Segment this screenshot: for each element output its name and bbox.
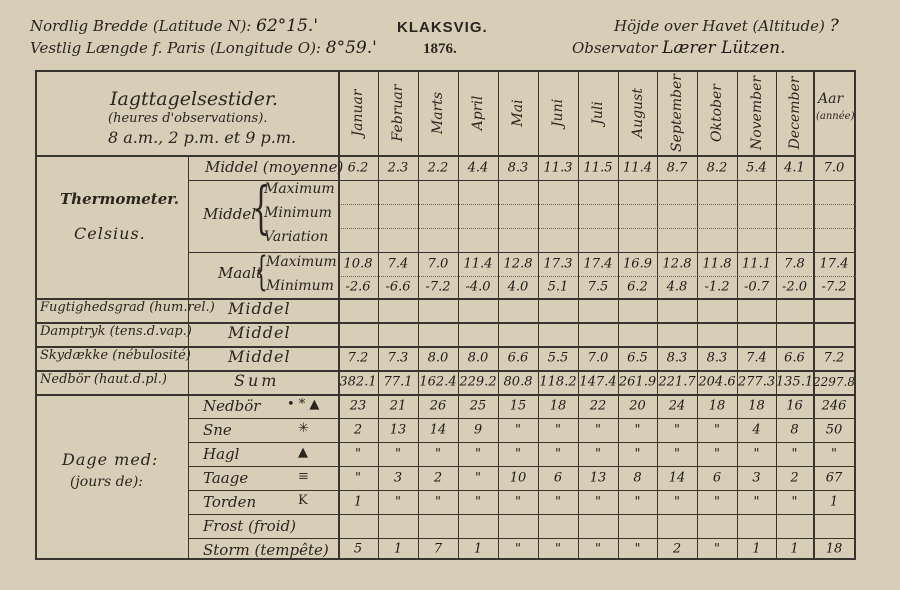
table-cell: "	[595, 541, 601, 557]
table-cell: 2	[433, 470, 443, 486]
table-cell: 8.0	[467, 350, 489, 366]
table-cell: 7.2	[823, 350, 845, 366]
dage-label: Hagl	[203, 445, 240, 463]
table-cell: 1	[829, 494, 839, 510]
table-cell: -6.6	[385, 279, 411, 295]
table-cell: 277.3	[737, 374, 776, 390]
table-cell: 8.7	[666, 160, 688, 175]
table-cell: "	[674, 494, 680, 510]
grid-hline	[188, 466, 856, 467]
longitude-value: 8°59.'	[325, 38, 377, 58]
longitude-label: Vestlig Længde f. Paris (Longitude O):	[30, 39, 321, 57]
table-cell: 2297.8	[813, 375, 855, 389]
grid-vline	[498, 70, 499, 560]
dage-label: Torden	[203, 493, 257, 511]
middel-variation-label: Variation	[264, 229, 329, 245]
grid-hline	[35, 394, 856, 396]
table-cell: 24	[668, 398, 686, 414]
table-cell: -1.2	[704, 279, 730, 295]
celsius-label: Celsius.	[74, 224, 146, 243]
table-cell: 147.4	[579, 374, 617, 390]
table-cell: 23	[349, 398, 367, 414]
grid-vline	[538, 70, 539, 560]
table-cell: 18	[825, 541, 843, 557]
skydaekke-label: Skydække (nébulosité)	[40, 348, 191, 363]
table-cell: 8.2	[706, 160, 728, 175]
middel-brace: {	[252, 176, 270, 241]
table-cell: "	[595, 446, 601, 462]
latitude-line	[30, 16, 318, 36]
table-cell: 2.3	[387, 160, 409, 175]
table-cell: "	[714, 446, 720, 462]
grid-hline	[338, 204, 856, 205]
table-cell: 7.0	[823, 160, 845, 175]
table-cell: 67	[825, 470, 843, 486]
table-cell: 2	[790, 470, 799, 486]
fugtighed-label: Fugtighedsgrad (hum.rel.)	[40, 300, 215, 315]
table-cell: 25	[469, 398, 487, 414]
year-col-label: Aar	[818, 91, 844, 107]
skydaekke-middel: Middel	[228, 347, 291, 366]
table-cell: 162.4	[419, 374, 457, 390]
table-cell: 8.3	[706, 350, 728, 366]
table-cell: 77.1	[383, 374, 413, 390]
table-cell: "	[714, 422, 720, 438]
month-header-juli: Juli	[590, 101, 606, 125]
table-cell: "	[515, 446, 521, 462]
dage-label: Storm (tempête)	[203, 541, 329, 559]
table-cell: 10.8	[343, 256, 373, 272]
grid-hline	[35, 155, 856, 157]
table-cell: "	[595, 494, 601, 510]
table-cell: 10	[509, 470, 527, 486]
table-cell: 18	[549, 398, 567, 414]
table-cell: "	[634, 494, 641, 510]
table-cell: 229.2	[459, 374, 497, 390]
table-cell: "	[791, 446, 798, 462]
table-cell: 6.2	[627, 279, 648, 295]
table-cell: 11.5	[583, 160, 613, 175]
grid-hline	[188, 252, 856, 253]
table-cell: 14	[668, 470, 686, 486]
table-cell: 11.4	[623, 160, 652, 175]
table-cell: "	[595, 422, 601, 438]
table-cell: 4.1	[784, 160, 805, 175]
table-cell: 13	[589, 470, 607, 486]
table-cell: 17.4	[819, 256, 849, 272]
table-cell: 6.2	[347, 160, 369, 175]
table-cell: 11.8	[702, 256, 732, 272]
jours-de-label: (jours de):	[70, 474, 144, 490]
grid-vline	[458, 70, 459, 560]
table-cell: "	[753, 446, 760, 462]
table-cell: "	[634, 446, 641, 462]
grid-hline	[188, 538, 856, 539]
table-cell: "	[555, 446, 561, 462]
table-cell: 3	[752, 470, 761, 486]
grid-hline	[338, 276, 856, 277]
table-cell: "	[831, 446, 837, 462]
table-cell: "	[355, 446, 361, 462]
table-cell: 7.0	[587, 350, 609, 366]
table-cell: 4.8	[666, 279, 688, 295]
table-cell: 15	[509, 398, 527, 414]
grid-vline	[618, 70, 619, 560]
table-cell: 1	[353, 494, 363, 510]
grid-vline	[338, 70, 340, 560]
table-cell: "	[475, 470, 481, 486]
year: 1876.	[423, 41, 457, 57]
table-cell: "	[515, 494, 521, 510]
maalt-maximum-label: Maximum	[266, 254, 337, 270]
damptryk-label: Damptryk (tens.d.vap.)	[40, 324, 192, 339]
latitude-label: Nordlig Bredde (Latitude N):	[30, 17, 252, 35]
maalt-brace: {	[255, 249, 268, 295]
table-cell: 8.3	[507, 160, 529, 175]
longitude-line	[30, 38, 377, 58]
table-cell: "	[475, 446, 481, 462]
table-cell: 118.2	[539, 374, 577, 390]
table-cell: "	[515, 422, 521, 438]
month-header-august: August	[629, 88, 646, 138]
middel-maximum-label: Maximum	[264, 181, 335, 197]
table-cell: 2.2	[427, 160, 449, 175]
grid-vline	[657, 70, 658, 560]
grid-vline	[737, 70, 738, 560]
table-cell: 6	[712, 470, 722, 486]
table-cell: 5.1	[547, 279, 569, 295]
table-cell: 50	[825, 422, 843, 438]
month-header-april: April	[470, 95, 486, 131]
grid-vline	[813, 70, 815, 560]
table-cell: 11.3	[543, 160, 573, 175]
grid-hline	[188, 418, 856, 419]
maalt-label: Maalt	[218, 264, 263, 282]
table-cell: 261.9	[618, 374, 657, 390]
table-cell: 11.1	[742, 256, 771, 272]
table-cell: 13	[389, 422, 407, 438]
table-cell: 135.1	[775, 374, 814, 390]
table-cell: "	[674, 446, 680, 462]
middel-minimum-label: Minimum	[264, 205, 332, 221]
middel-moyenne-label: Middel (moyenne)	[205, 158, 344, 176]
grid-vline	[776, 70, 777, 560]
grid-hline	[188, 442, 856, 443]
table-cell: 3	[393, 470, 403, 486]
table-cell: "	[634, 541, 641, 557]
table-cell: 14	[429, 422, 447, 438]
table-cell: 4.0	[507, 279, 529, 295]
year-col-sublabel: (année)	[816, 111, 855, 122]
dage-label: Nedbör	[203, 397, 261, 415]
table-cell: 221.7	[658, 374, 696, 390]
month-header-oktober: Oktober	[709, 84, 725, 142]
table-cell: 246	[821, 398, 847, 414]
nedbor-sum: Sum	[234, 371, 280, 390]
damptryk-middel: Middel	[228, 323, 291, 342]
grid-vline	[578, 70, 579, 560]
table-cell: 7.5	[587, 279, 609, 295]
observer-line	[572, 38, 786, 58]
table-cell: 8.3	[666, 350, 688, 366]
table-cell: 5.4	[746, 160, 767, 175]
grid-hline	[188, 514, 856, 515]
table-cell: 20	[629, 398, 646, 414]
table-cell: 8	[790, 422, 799, 438]
table-cell: -2.0	[781, 279, 808, 295]
table-cell: 4	[752, 422, 761, 438]
table-cell: -7.2	[425, 279, 451, 295]
table-cell: 4.4	[467, 160, 489, 175]
table-cell: 17.3	[543, 256, 573, 272]
table-cell: 12.8	[662, 256, 692, 272]
table-cell: "	[475, 494, 481, 510]
weather-symbol-icon: ≡	[298, 469, 309, 484]
table-cell: 6	[553, 470, 563, 486]
table-cell: 382.1	[339, 374, 377, 390]
month-header-marts: Marts	[430, 91, 446, 135]
table-cell: "	[395, 494, 401, 510]
table-cell: 80.8	[503, 374, 533, 390]
nedbor-label: Nedbör (haut.d.pl.)	[40, 372, 167, 387]
table-cell: "	[435, 446, 441, 462]
table-cell: 22	[589, 398, 607, 414]
table-cell: "	[753, 494, 760, 510]
fugtighed-middel: Middel	[228, 299, 291, 318]
station-name: KLAKSVIG.	[397, 19, 488, 36]
weather-symbol-icon: • * ▲	[287, 397, 320, 412]
table-cell: 7.4	[746, 350, 767, 366]
table-cell: 6.6	[784, 350, 805, 366]
month-header-september: September	[669, 74, 685, 152]
table-cell: 9	[473, 422, 483, 438]
table-cell: 16	[786, 398, 803, 414]
month-header-januar: Januar	[350, 89, 366, 137]
table-cell: -7.2	[821, 279, 847, 295]
month-header-november: November	[748, 75, 765, 151]
table-cell: "	[555, 494, 561, 510]
altitude-label: Höjde over Havet (Altitude)	[614, 17, 825, 35]
table-cell: 5.5	[547, 350, 569, 366]
month-header-mai: Mai	[510, 99, 526, 127]
dage-label: Frost (froid)	[203, 517, 296, 535]
table-cell: "	[674, 422, 680, 438]
grid-hline	[338, 228, 856, 229]
table-cell: "	[555, 422, 561, 438]
table-cell: 6.6	[507, 350, 529, 366]
corner-subtitle: (heures d'observations).	[108, 111, 268, 126]
table-cell: 8.0	[427, 350, 449, 366]
month-header-december: December	[786, 76, 803, 150]
altitude-line	[614, 16, 839, 36]
weather-symbol-icon: ▲	[298, 445, 308, 460]
month-header-juni: Juni	[550, 98, 566, 128]
latitude-value: 62°15.'	[256, 16, 318, 36]
table-cell: 2	[672, 541, 682, 557]
table-cell: 11.4	[463, 256, 493, 272]
table-cell: "	[555, 541, 561, 557]
table-cell: 7.3	[387, 350, 409, 366]
grid-hline	[188, 490, 856, 491]
dage-label: Sne	[203, 421, 232, 439]
table-cell: 2	[353, 422, 363, 438]
table-cell: 7	[433, 541, 443, 557]
table-cell: -2.6	[345, 279, 371, 295]
table-cell: 18	[708, 398, 726, 414]
table-cell: "	[791, 494, 798, 510]
table-cell: 7.4	[387, 256, 409, 272]
table-cell: -4.0	[465, 279, 491, 295]
month-header-februar: Februar	[390, 84, 406, 142]
grid-vline	[697, 70, 698, 560]
table-cell: 7.2	[347, 350, 369, 366]
table-cell: 26	[429, 398, 447, 414]
thermometer-label: Thermometer.	[60, 190, 180, 208]
grid-vline	[418, 70, 419, 560]
table-cell: 1	[752, 541, 761, 557]
table-cell: 1	[393, 541, 403, 557]
table-cell: 8	[633, 470, 642, 486]
table-cell: 17.4	[583, 256, 613, 272]
table-cell: "	[395, 446, 401, 462]
corner-times: 8 a.m., 2 p.m. et 9 p.m.	[108, 128, 297, 147]
table-cell: 1	[473, 541, 483, 557]
middel-group-label: Middel	[203, 205, 257, 223]
table-cell: 204.6	[698, 374, 736, 390]
table-cell: 5	[353, 541, 363, 557]
table-cell: 1	[790, 541, 799, 557]
weather-symbol-icon: K	[298, 493, 308, 508]
table-cell: 7.8	[784, 256, 805, 272]
table-cell: 7.0	[427, 256, 449, 272]
observer-value: Lærer Lützen.	[662, 38, 786, 58]
table-cell: 16.9	[623, 256, 652, 272]
dage-med-label: Dage med:	[62, 450, 159, 469]
table-cell: "	[355, 470, 361, 486]
observer-label: Observator	[572, 39, 658, 57]
grid-vline	[378, 70, 379, 560]
table-cell: -0.7	[743, 279, 770, 295]
table-cell: "	[714, 541, 720, 557]
corner-title: Iagttagelsestider.	[110, 88, 278, 110]
weather-symbol-icon: ✳	[298, 421, 309, 436]
table-cell: "	[714, 494, 720, 510]
table-cell: "	[435, 494, 441, 510]
maalt-minimum-label: Minimum	[266, 278, 334, 294]
table-cell: 12.8	[503, 256, 533, 272]
table-cell: "	[515, 541, 521, 557]
table-cell: "	[634, 422, 641, 438]
altitude-value: ?	[829, 16, 839, 36]
table-cell: 21	[389, 398, 407, 414]
dage-label: Taage	[203, 469, 249, 487]
table-cell: 6.5	[627, 350, 648, 366]
table-cell: 18	[748, 398, 765, 414]
